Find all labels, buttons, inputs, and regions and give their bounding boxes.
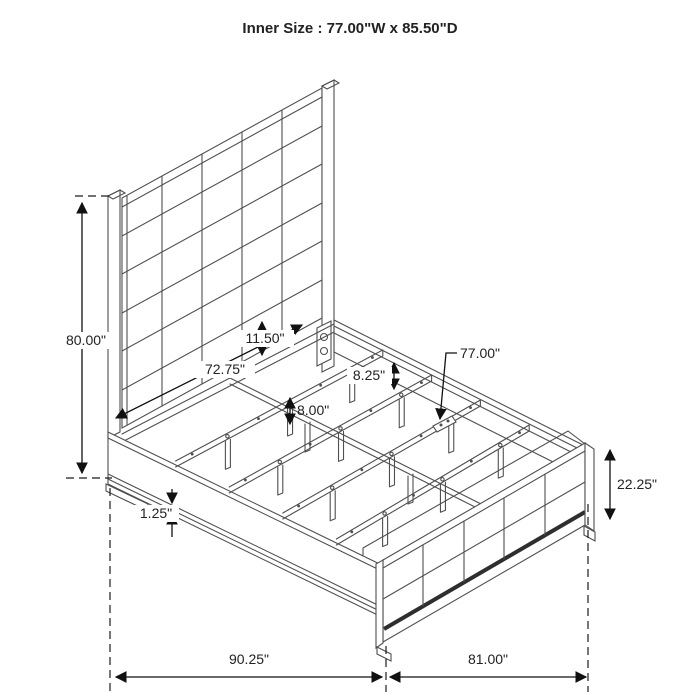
label-rail-height: 8.25" [352, 367, 386, 383]
slat-screw [441, 478, 444, 481]
slat-screw [331, 486, 334, 489]
slat-screw [518, 431, 521, 434]
footboard-left-post [376, 560, 383, 648]
slat-screw [420, 435, 423, 438]
slat-screw [369, 409, 372, 412]
label-headboard-width: 72.75" [204, 361, 246, 377]
slat-screw [499, 443, 502, 446]
slat-screw [470, 460, 473, 463]
slat-screw [319, 384, 322, 387]
footboard-left-foot [377, 647, 391, 661]
slat-screw [360, 468, 363, 471]
slat-leg [440, 482, 445, 512]
label-headboard-height: 80.00" [65, 332, 107, 348]
label-overall-width: 81.00" [467, 651, 509, 667]
label-panel-gap: 11.50" [245, 330, 285, 346]
slat-screw [371, 356, 374, 359]
slat-leg [278, 465, 283, 495]
diagram-title: Inner Size : 77.00"W x 85.50"D [242, 20, 458, 37]
slat-screw [469, 406, 472, 409]
slat-screw [226, 435, 229, 438]
label-footboard-height: 22.25" [617, 476, 658, 492]
slat-screw [278, 460, 281, 463]
center-rail-leg [305, 422, 310, 452]
slat-leg [330, 491, 335, 521]
label-overall-depth: 90.25" [228, 651, 270, 667]
slat-leg [225, 439, 230, 469]
slat-leg [339, 431, 344, 461]
slat-leg [399, 398, 404, 428]
footboard [363, 431, 595, 661]
slat-screw [420, 381, 423, 384]
slat-screw [383, 512, 386, 515]
center-rail-leg [408, 474, 413, 504]
slat-leg [383, 517, 388, 547]
label-rail-trim: 1.25" [139, 505, 173, 521]
headboard [108, 80, 339, 438]
slat-screw [257, 417, 260, 420]
slat-screw [191, 453, 194, 456]
headboard-left-post [108, 190, 120, 438]
slat-leg [389, 457, 394, 487]
label-leg-height: 8.00" [297, 402, 330, 418]
slat-screw [244, 479, 247, 482]
slat-leg [449, 423, 454, 453]
label-slat-width: 77.00" [460, 345, 501, 361]
rail-bracket [317, 321, 331, 366]
slat-bracket [433, 416, 456, 432]
slat-screw [339, 427, 342, 430]
left-side-rail [108, 432, 392, 622]
slat-leg [498, 448, 503, 478]
slat-screw [390, 452, 393, 455]
slat-screw [297, 505, 300, 508]
footboard-right-post [585, 443, 594, 531]
slat-screw [350, 530, 353, 533]
slat-screw [400, 393, 403, 396]
